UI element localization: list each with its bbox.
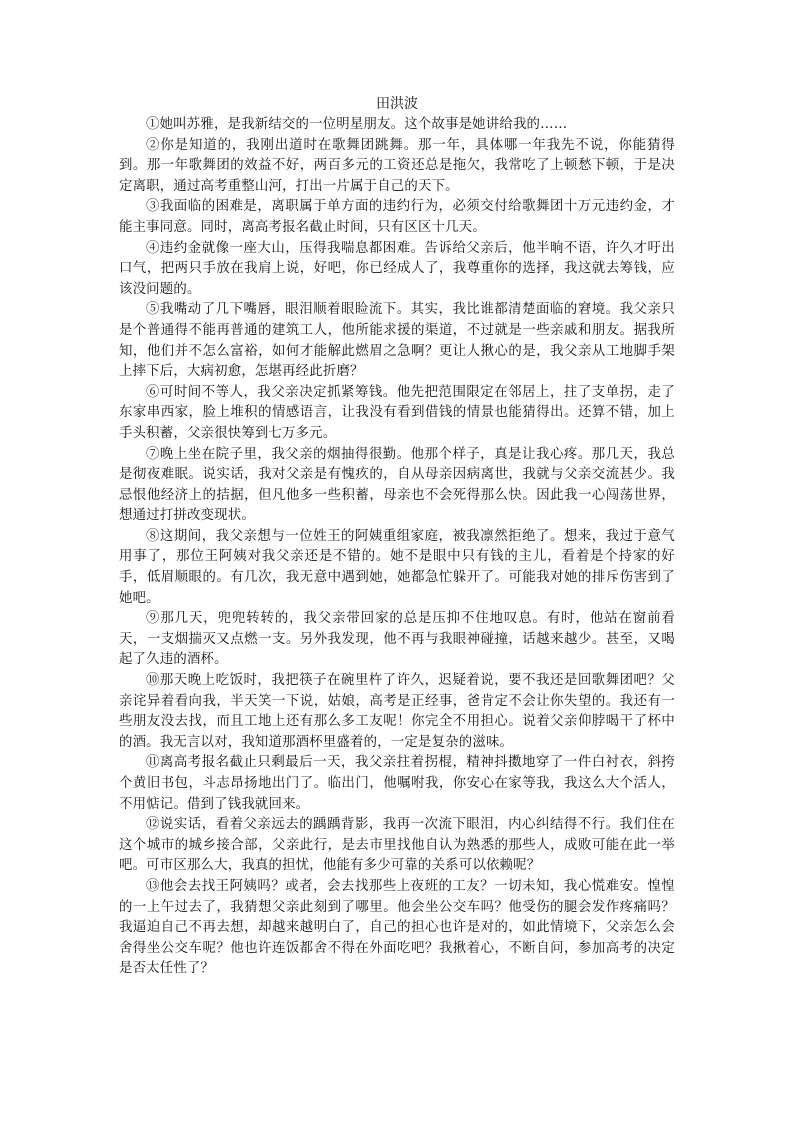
paragraph-12: ⑫说实话，看着父亲远去的踽踽背影，我再一次流下眼泪，内心纠结得不行。我们住在这个城市的城乡接合部，父亲此行，是去市里找他自认为熟悉的那些人，成败可能在此一举吧。可市区那么大，我真的担忧，他能有多少可靠的关系可以依赖呢？ <box>119 817 675 874</box>
paragraph-13: ⑬他会去找王阿姨吗？或者，会去找那些上夜班的工友？一切未知，我心慌难安。惶惶的一上午过去了，我猜想父亲此刻到了哪里。他会坐公交车吗？他受伤的腿会发作疼痛吗？我逼迫自己不再去想，却越来越明白了，自己的担心也许是对的，如此情境下，父亲怎么会舍得坐公交车呢？他也许连饭都舍不得在外面吃吧？我揪着心，不断自问，参加高考的决定是否太任性了？ <box>119 878 675 977</box>
paragraph-9: ⑨那几天，兜兜转转的，我父亲带回家的总是压抑不住地叹息。有时，他站在窗前看天，一支烟揣灭又点燃一支。另外我发现，他不再与我眼神碰撞，话越来越少。甚至，又喝起了久违的酒杯。 <box>119 611 675 668</box>
article-body <box>119 115 675 980</box>
paragraph-8: ⑧这期间，我父亲想与一位姓王的阿姨重组家庭，被我凛然拒绝了。想来，我过于意气用事了，那位王阿姨对我父亲还是不错的。她不是眼中只有钱的主儿，看着是个持家的好手，低眉顺眼的。有几次，我无意中遇到她，她都急忙躲开了。可能我对她的排斥伤害到了她吧。 <box>119 528 675 606</box>
paragraph-2: ②你是知道的，我刚出道时在歌舞团跳舞。那一年，具体哪一年我先不说，你能猜得到。那一年歌舞团的效益不好，两百多元的工资还总是拖欠，我常吃了上顿愁下顿，于是决定离职，通过高考重整山河，打出一片属于自己的天下。 <box>119 137 675 194</box>
paragraph-10: ⑩那天晚上吃饭时，我把筷子在碗里杵了许久，迟疑着说，要不我还是回歌舞团吧？父亲诧异着看向我，半天笑一下说，姑娘，高考是正经事，爸肯定不会让你失望的。我还有一些朋友没去找，而且工地上还有那么多工友呢！你完全不用担心。说着父亲仰脖喝干了杯中的酒。我无言以对，我知道那酒杯里盛着的，一定是复杂的滋味。 <box>119 673 675 750</box>
paragraph-4: ④违约金就像一座大山，压得我喘息都困难。告诉给父亲后，他半晌不语，许久才吁出口气，把两只手放在我肩上说，好吧，你已经成人了，我尊重你的选择，我这就去筹钱，应该没问题的。 <box>119 240 675 297</box>
paragraph-3: ③我面临的困难是，离职属于单方面的违约行为，必须交付给歌舞团十万元违约金，才能主事同意。同时，离高考报名截止时间，只有区区十几天。 <box>119 199 675 235</box>
paragraph-6: ⑥可时间不等人，我父亲决定抓紧筹钱。他先把范围限定在邻居上，拄了支单拐，走了东家串西家，脸上堆积的情感语言，让我没有看到借钱的情景也能猜得出。还算不错，加上手头积蓄，父亲很快筹到七万多元。 <box>119 384 675 441</box>
paragraph-7: ⑦晚上坐在院子里，我父亲的烟抽得很勤。他那个样子，真是让我心疼。那几天，我总是彻夜难眠。说实话，我对父亲是有愧疚的，自从母亲因病离世，我就与父亲交流甚少。我忌恨他经济上的拮据，但凡他多一些积蓄，母亲也不会死得那么快。因此我一心闯荡世界，想通过打拼改变现状。 <box>119 446 675 524</box>
paragraph-11: ⑪离高考报名截止只剩最后一天，我父亲拄着拐棍，精神抖擞地穿了一件白衬衣，斜挎个黄旧书包，斗志昂扬地出门了。临出门，他嘱咐我，你安心在家等我，我这么大个活人，不用惦记。借到了钱我就回来。 <box>119 755 675 812</box>
paragraph-1: ①她叫苏雅，是我新结交的一位明星朋友。这个故事是她讲给我的…… <box>146 117 568 132</box>
paragraph-5: ⑤我嘴动了几下嘴唇，眼泪顺着眼睑流下。其实，我比谁都清楚面临的窘境。我父亲只是个普通得不能再普通的建筑工人，他所能求援的渠道，不过就是一些亲戚和朋友。据我所知，他们并不怎么富裕，如何才能解此燃眉之急啊？更让人揪心的是，我父亲从工地脚手架上摔下后，大病初愈，怎堪再经此折磨？ <box>119 302 675 380</box>
document-page <box>119 94 675 980</box>
author-name: 田洪波 <box>376 96 418 112</box>
